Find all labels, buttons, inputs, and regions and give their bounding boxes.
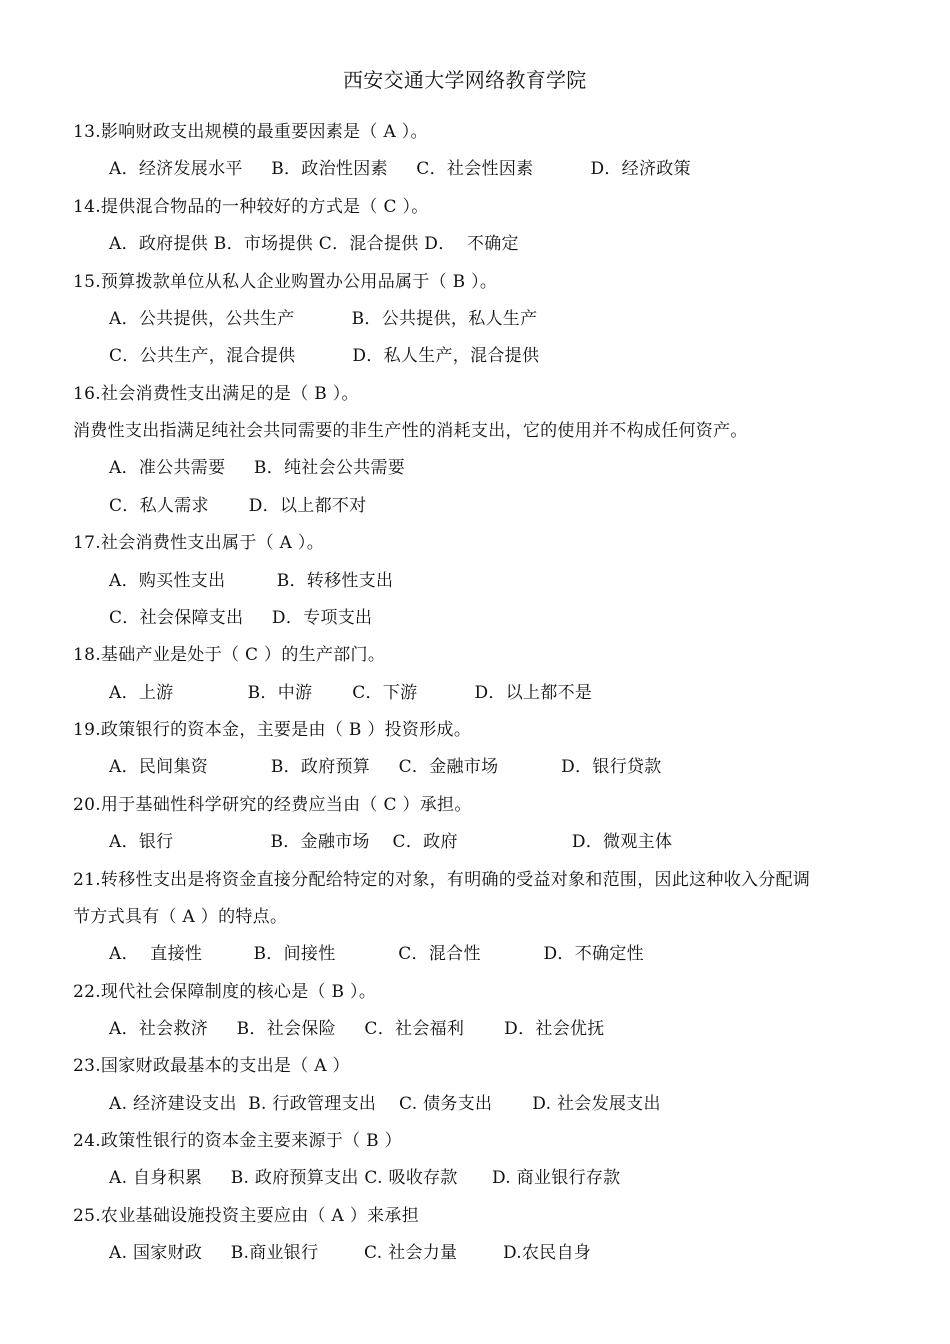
question-21-line-1: 21.转移性支出是将资金直接分配给特定的对象，有明确的受益对象和范围，因此这种收入分配调 (73, 870, 811, 890)
question-18: 18.基础产业是处于（ C ）的生产部门。 (73, 645, 386, 665)
page-title: 西安交通大学网络教育学院 (343, 68, 587, 92)
question-19: 19.政策银行的资本金，主要是由（ B ）投资形成。 (73, 720, 472, 740)
question-16: 16.社会消费性支出满足的是（ B ）。 (73, 384, 359, 404)
options-24: A. 自身积累 B. 政府预算支出 C. 吸收存款 D. 商业银行存款 (109, 1168, 621, 1188)
options-22: A．社会救济 B．社会保险 C．社会福利 D．社会优抚 (109, 1019, 605, 1039)
question-13: 13.影响财政支出规模的最重要因素是（ A ）。 (73, 122, 428, 142)
options-16-row-2: C．私人需求 D．以上都不对 (109, 496, 367, 516)
options-14: A．政府提供 B．市场提供 C．混合提供 D． 不确定 (109, 234, 519, 254)
question-24: 24.政策性银行的资本金主要来源于（ B ） (73, 1131, 402, 1151)
question-21-line-2: 节方式具有（ A ）的特点。 (73, 907, 288, 927)
options-16-row-1: A．准公共需要 B．纯社会公共需要 (109, 458, 406, 478)
options-17-row-1: A．购买性支出 B．转移性支出 (109, 571, 394, 591)
question-15: 15.预算拨款单位从私人企业购置办公用品属于（ B ）。 (73, 272, 498, 292)
question-22: 22.现代社会保障制度的核心是（ B ）。 (73, 982, 377, 1002)
options-21: A． 直接性 B．间接性 C．混合性 D．不确定性 (109, 944, 644, 964)
explanation-16: 消费性支出指满足纯社会共同需要的非生产性的消耗支出，它的使用并不构成任何资产。 (73, 421, 748, 441)
options-19: A．民间集资 B．政府预算 C．金融市场 D．银行贷款 (109, 757, 662, 777)
question-25: 25.农业基础设施投资主要应由（ A ）来承担 (73, 1206, 420, 1226)
question-14: 14.提供混合物品的一种较好的方式是（ C ）。 (73, 197, 429, 217)
options-20: A．银行 B．金融市场 C．政府 D．微观主体 (109, 832, 673, 852)
question-17: 17.社会消费性支出属于（ A ）。 (73, 533, 325, 553)
options-13: A．经济发展水平 B．政治性因素 C．社会性因素 D．经济政策 (109, 159, 691, 179)
options-18: A．上游 B．中游 C．下游 D．以上都不是 (109, 683, 593, 703)
question-23: 23.国家财政最基本的支出是（ A ） (73, 1056, 350, 1076)
options-15-row-1: A．公共提供，公共生产 B．公共提供，私人生产 (109, 309, 538, 329)
options-17-row-2: C．社会保障支出 D．专项支出 (109, 608, 373, 628)
options-25: A. 国家财政 B.商业银行 C. 社会力量 D.农民自身 (109, 1243, 592, 1263)
options-23: A. 经济建设支出 B. 行政管理支出 C. 债务支出 D. 社会发展支出 (109, 1094, 661, 1114)
options-15-row-2: C．公共生产，混合提供 D．私人生产，混合提供 (109, 346, 540, 366)
question-20: 20.用于基础性科学研究的经费应当由（ C ）承担。 (73, 795, 472, 815)
